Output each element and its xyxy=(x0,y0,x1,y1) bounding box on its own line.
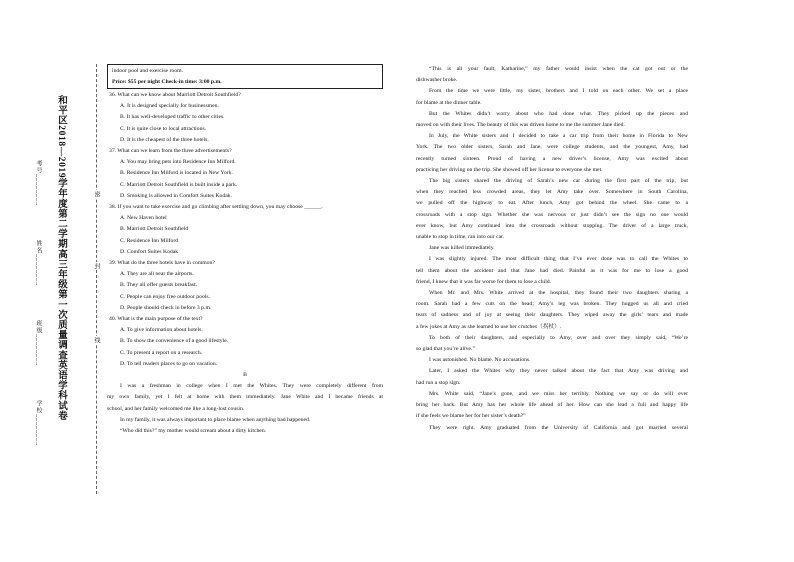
passage-line: room. Sarah had a few cuts on the head; Amy’s leg was broken. They hugged us all and cried xyxy=(416,301,688,308)
seal-word-mi: 密 xyxy=(93,191,99,197)
school-field xyxy=(34,400,43,446)
passage-line: crossroads with a stop sign. Whether she was nervous or just didn’t see the sign no one would xyxy=(416,211,688,218)
answer-option: C. People can enjoy free outdoor pools. xyxy=(120,293,211,300)
answer-option: B. It has well-developed traffic to other cities. xyxy=(120,114,225,121)
passage-line: “This is all your fault, Katharine,” my father would insist when the cat got out or the xyxy=(429,66,688,72)
answer-option: A. To give information about hotels. xyxy=(120,327,203,334)
question-stem: 37. What can we learn from the three advertisements? xyxy=(109,148,232,155)
answer-option: B. Marriott Detroit Southfield xyxy=(120,226,189,233)
passage-line: recently turned sixteen. Proud of having a new driver’s license, Amy was excited about xyxy=(416,155,688,162)
passage-line: moved on with their lives. The beauty of this was driven home to me the summer Jane died. xyxy=(416,122,625,129)
passage-line: for blame at the dinner table. xyxy=(416,99,482,106)
class-label: 班级 xyxy=(35,320,41,334)
answer-option: B. To show the convenience of a good lifestyle. xyxy=(120,338,229,345)
answer-option: A. They are all near the airports. xyxy=(120,271,194,278)
passage-line: But the Whites didn’t worry about who had done what. They picked up the pieces and xyxy=(429,110,688,117)
question-stem: 40. What is the main purpose of the text? xyxy=(109,316,203,323)
passage-line: In July, the White sisters and I decided to take a car trip from their home in Florida to New xyxy=(429,133,688,140)
passage-line: York. The two older sisters, Sarah and Jane, were college students, and the youngest, Amy, had xyxy=(416,144,688,151)
exam-number-field xyxy=(34,160,43,206)
passage-b-start xyxy=(107,381,383,437)
passage-line: school, and her family welcomed me like a long-lost cousin. xyxy=(107,405,245,412)
passage-line: “Who did this?” my mother would scream about a dirty kitchen. xyxy=(120,428,267,435)
passage-line: tell them about the accident and that Jane had died. Painful as it was for me to lose a good xyxy=(416,267,688,274)
answer-option: D. To tell readers places to go on vacation. xyxy=(120,360,218,367)
name-field xyxy=(34,240,43,286)
ad-box xyxy=(107,64,383,89)
name-label: 姓名 xyxy=(35,240,41,254)
passage-line: had run a stop sign. xyxy=(416,379,461,386)
passage-line: a few jokes at Amy as she learned to use her crutches（拐杖）. xyxy=(416,323,562,330)
seal-word-xian: 线 xyxy=(93,337,99,343)
question-stem: 39. What do the three hotels have in common? xyxy=(109,260,215,267)
passage-line: Mrs. White said, “Jane’s gone, and we miss her terribly. Nothing we say or do will ever xyxy=(429,390,688,397)
passage-line: I was slightly injured. The most difficult thing that I’ve ever done was to call the Whites to xyxy=(429,256,688,263)
answer-option: C. To present a report on a research. xyxy=(120,349,203,356)
answer-option: C. It is quite close to local attractions. xyxy=(120,125,207,132)
passage-line: my own family, yet I felt at home with them immediately. Jane White and I became friends at xyxy=(107,394,383,401)
exam-number-blank: ________ xyxy=(35,174,41,206)
passage-line: dishwasher broke. xyxy=(416,77,458,84)
passage-line: To both of their daughters, and especially to Amy, over and over they simply said, “We’re xyxy=(429,334,688,341)
passage-line: I was astonished. No blame. No accusations. xyxy=(429,357,531,364)
answer-option: D. Comfort Suites Kodak xyxy=(120,248,179,255)
question-stem: 36. What can we know about Marriott Detroit Southfield? xyxy=(109,92,241,98)
right-column xyxy=(416,64,688,434)
seal-line xyxy=(96,64,97,494)
school-blank: ________ xyxy=(35,414,41,446)
answer-option: B. Residence Inn Milford is located in New York. xyxy=(120,170,233,177)
question-stem: 38. If you want to take exercise and go climbing after settling down, you may choose ______. xyxy=(109,204,323,211)
left-column xyxy=(107,64,383,437)
passage-line: tears of sadness and of joy at seeing their daughters. They wiped away the girls’ tears and made xyxy=(416,312,688,319)
passage-line: Jane was killed immediately. xyxy=(429,245,495,252)
passage-line: In my family, it was always important to place blame when anything bad happened. xyxy=(120,416,311,423)
passage-line: when they reached less crowded areas, they let Amy take over. Somewhere in South Carolina, xyxy=(416,189,688,196)
answer-option: C. Marriott Detroit Southfield is built inside a park. xyxy=(120,181,238,188)
exam-title: 和平区2018—2019学年度第二学期高三年级第一次质量调查英语学科试卷 xyxy=(56,95,66,421)
answer-option: A. New Haven hotel xyxy=(120,215,167,222)
class-field xyxy=(34,320,43,366)
passage-line: unable to stop in time, ran into our car. xyxy=(416,234,505,241)
answer-option: A. It is designed specially for businessmen. xyxy=(120,103,219,110)
passage-line: we pulled off the highway to eat. After lunch, Amy got behind the wheel. She came to a xyxy=(416,200,688,207)
answer-option: D. Smoking is allowed in Comfort Suites Kodak. xyxy=(120,192,233,199)
passage-line: I was a freshman in college when I met the Whites. They were completely different from xyxy=(120,383,383,390)
passage-line: The big sisters shared the driving of Sarah’s new car during the first part of the trip, but xyxy=(429,178,688,185)
section-label: B xyxy=(243,372,247,379)
seal-word-feng: 封 xyxy=(93,263,99,269)
passage-line: so glad that you’re alive.” xyxy=(416,346,475,353)
passage-line: When Mr. and Mrs. White arrived at the hospital, they found their two daughters sharing a xyxy=(429,290,688,297)
passage-line: if she feels we blame her for her sister’s death?” xyxy=(416,413,526,420)
passage-line: Later, I asked the Whites why they never talked about the fact that Amy was driving and xyxy=(429,368,688,375)
passage-line: From the time we were little, my sister, brothers and I told on each other. We set a place xyxy=(429,88,688,95)
class-blank: ________ xyxy=(35,334,41,366)
passage-line: bring her back. But Amy has her whole life ahead of her. How can she lead a full and happy life xyxy=(416,402,688,409)
answer-option: A. You may bring pets into Residence Inn Milford. xyxy=(120,159,236,166)
school-label: 学校 xyxy=(35,400,41,414)
passage-line: friend, I knew that it was far worse for them to lose a child. xyxy=(416,278,552,285)
answer-option: D. People should check in before 3 p.m. xyxy=(120,304,212,311)
passage-line: They were right. Amy graduated from the University of California and got married several xyxy=(429,424,688,431)
name-blank: ________ xyxy=(35,254,41,286)
answer-option: D. It is the cheapest of the three hotels. xyxy=(120,136,209,143)
exam-number-label: 考号 xyxy=(35,160,41,174)
ad-line: Price: $55 per night Check-in time: 3:00 p.m. xyxy=(112,78,222,85)
answer-option: C. Residence Inn Milford xyxy=(120,237,179,244)
answer-option: B. They all offer guests breakfast. xyxy=(120,282,198,289)
passage-line: ever know, but Amy continued into the crossroads without stopping. The driver of a large truck, xyxy=(416,222,688,229)
question-list xyxy=(107,90,383,370)
passage-line: practicing her driving on the trip. She showed off her license to everyone she met. xyxy=(416,166,603,173)
ad-line: indoor pool and exercise room. xyxy=(112,68,183,74)
